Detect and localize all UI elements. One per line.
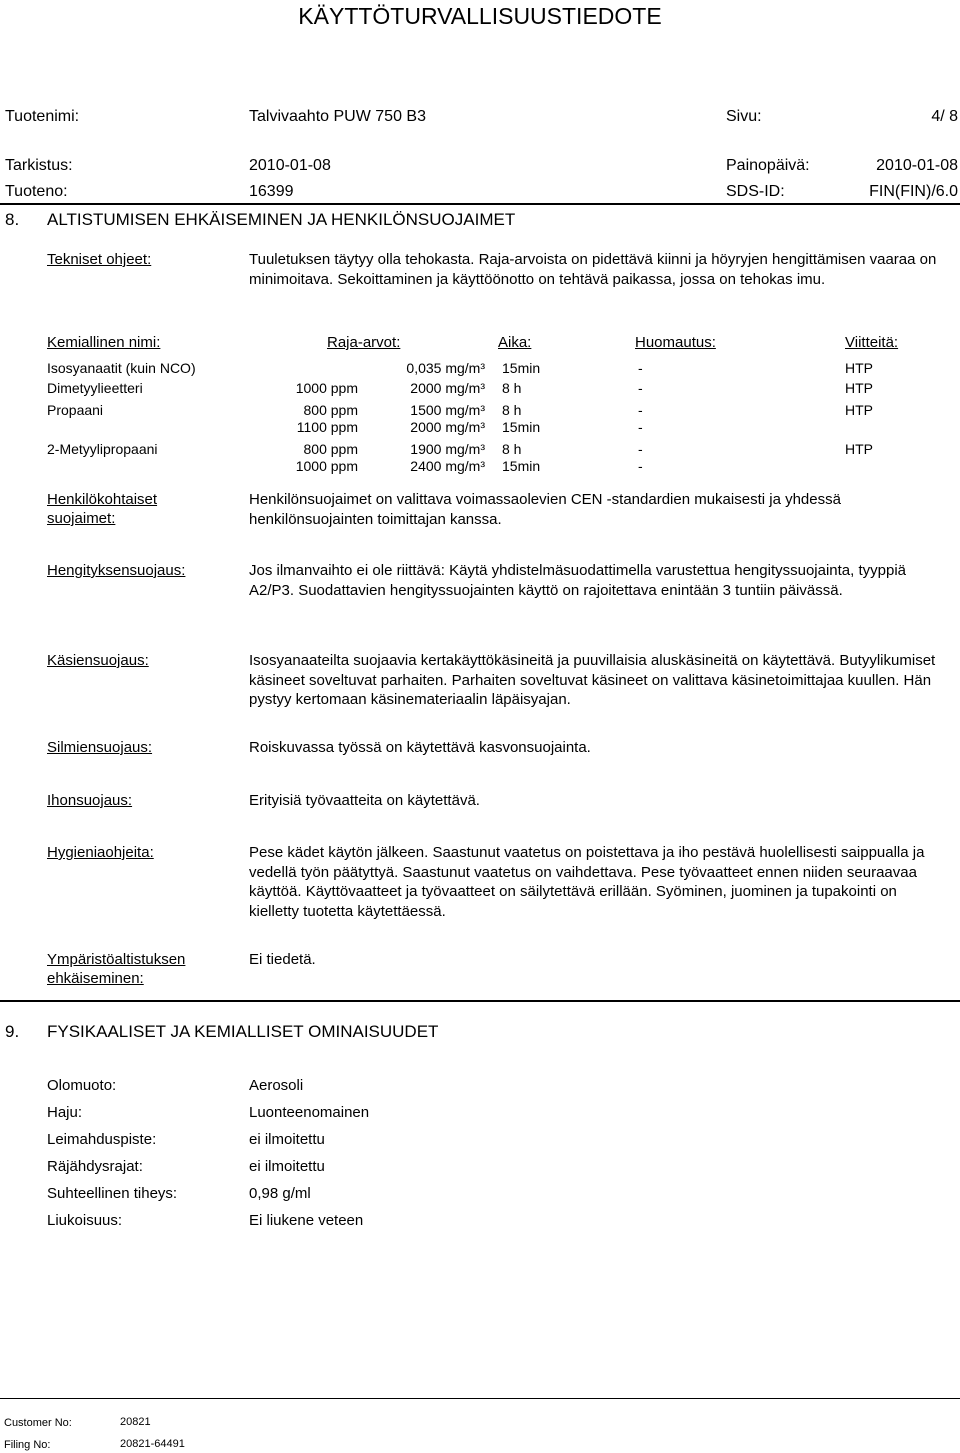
review-label: Tarkistus: xyxy=(5,157,73,174)
technical-text: Tuuletuksen täytyy olla tehokasta. Raja-arvoista on pidettävä kiinni ja höyryjen hengittämisen vaaraa on minimoitava. Sekoittaminen ja käyttöönotto on tehtävä paikassa, jossa on tehokas imu. xyxy=(249,251,937,288)
property-label: Leimahduspiste: xyxy=(47,1131,157,1148)
table-header-time: Aika: xyxy=(498,334,532,351)
section8-number: 8. xyxy=(5,210,20,229)
table-header-chemical: Kemiallinen nimi: xyxy=(47,334,161,351)
property-label: Suhteellinen tiheys: xyxy=(47,1185,178,1202)
env-label-line2: ehkäiseminen: xyxy=(47,970,144,987)
table-cell-note: - xyxy=(638,402,643,418)
filing-no: 20821-64491 xyxy=(120,1438,185,1450)
table-cell-mg: 1900 mg/m³ xyxy=(410,441,485,457)
table-cell-chemical: 2-Metyylipropaani xyxy=(47,441,158,457)
env-text: Ei tiedetä. xyxy=(249,951,316,968)
property-label: Haju: xyxy=(47,1104,83,1121)
product-name-label: Tuotenimi: xyxy=(5,108,80,125)
table-cell-mg: 2000 mg/m³ xyxy=(410,380,485,396)
section-divider xyxy=(0,1000,960,1002)
product-no-label: Tuoteno: xyxy=(5,183,68,200)
property-value: 0,98 g/ml xyxy=(249,1185,311,1202)
table-cell-ppm: 1100 ppm xyxy=(296,419,358,435)
table-cell-ppm: 1000 ppm xyxy=(295,380,358,396)
section9-number: 9. xyxy=(5,1022,20,1041)
print-date: 2010-01-08 xyxy=(876,157,958,174)
table-cell-ref: HTP xyxy=(845,441,873,457)
respiratory-text: Jos ilmanvaihto ei ole riittävä: Käytä yhdistelmäsuodattimella varustettua hengityssuojainta, tyyppiä A2/P3. Suodattavien hengityssuojainten käyttö on rajoitettava enintään 3 tuntiin päivässä. xyxy=(249,562,907,599)
section9-title: FYSIKAALISET JA KEMIALLISET OMINAISUUDET xyxy=(47,1022,439,1041)
document-title: KÄYTTÖTURVALLISUUSTIEDOTE xyxy=(298,3,662,29)
table-cell-chemical: Isosyanaatit (kuin NCO) xyxy=(47,360,196,376)
customer-no: 20821 xyxy=(120,1416,151,1428)
table-cell-ppm: 1000 ppm xyxy=(295,458,358,474)
print-date-label: Painopäivä: xyxy=(726,157,810,174)
table-cell-ppm: 800 ppm xyxy=(303,441,358,457)
property-value: ei ilmoitettu xyxy=(249,1131,325,1148)
table-cell-time: 15min xyxy=(502,419,541,435)
table-cell-ppm: 800 ppm xyxy=(303,402,358,418)
table-cell-mg: 2400 mg/m³ xyxy=(410,458,485,474)
table-cell-chemical: Dimetyylieetteri xyxy=(47,380,143,396)
footer-divider xyxy=(0,1398,960,1399)
table-cell-note: - xyxy=(638,380,643,396)
table-cell-ref: HTP xyxy=(845,360,873,376)
table-cell-time: 8 h xyxy=(502,380,522,396)
customer-no-label: Customer No: xyxy=(4,1417,72,1429)
hand-text: Isosyanaateilta suojaavia kertakäyttökäsineitä ja puuvillaisia aluskäsineitä on käytettävä. Butyylikumiset käsineet soveltuvat parhaiten. Parhaiten soveltuvat käsineet on valittava käsinetoimittajaa kuullen. Hän pystyy kertomaan käsinemateriaalin läpäisyajan. xyxy=(249,652,936,708)
hygiene-label: Hygieniaohjeita: xyxy=(47,844,154,861)
property-value: Ei liukene veteen xyxy=(249,1212,364,1229)
product-no: 16399 xyxy=(249,183,294,200)
table-cell-note: - xyxy=(638,458,643,474)
respiratory-label: Hengityksensuojaus: xyxy=(47,562,186,579)
env-label-line1: Ympäristöaltistuksen xyxy=(47,951,186,968)
ppe-label-line1: Henkilökohtaiset xyxy=(47,491,158,508)
eye-text: Roiskuvassa työssä on käytettävä kasvonsuojainta. xyxy=(249,739,591,756)
filing-no-label: Filing No: xyxy=(4,1439,51,1451)
table-header-note: Huomautus: xyxy=(635,334,716,351)
page-label: Sivu: xyxy=(726,108,762,125)
hygiene-text: Pese kädet käytön jälkeen. Saastunut vaatetus on poistettava ja iho pestävä huolellisesti saippualla ja vedellä työn päätyttyä. Saastunut vaatetus on vaihdettava. Pese työvaatteet ennen niiden seuraavaa käyttöä. Käyttövaatteet ja työvaatteet on säilytettävä erillään. Syöminen, juominen ja tupakointi on kielletty tuotetta käytettäessä. xyxy=(249,844,925,920)
table-header-limits: Raja-arvot: xyxy=(327,334,401,351)
table-cell-time: 15min xyxy=(502,360,541,376)
table-cell-mg: 2000 mg/m³ xyxy=(410,419,485,435)
table-cell-note: - xyxy=(638,441,643,457)
property-value: Aerosoli xyxy=(249,1077,304,1094)
sds-id: FIN(FIN)/6.0 xyxy=(869,183,958,200)
section8-title: ALTISTUMISEN EHKÄISEMINEN JA HENKILÖNSUOJAIMET xyxy=(47,210,516,229)
property-label: Liukoisuus: xyxy=(47,1212,123,1229)
table-header-ref: Viitteitä: xyxy=(845,334,899,351)
table-cell-ref: HTP xyxy=(845,402,873,418)
table-cell-chemical: Propaani xyxy=(47,402,104,418)
skin-label: Ihonsuojaus: xyxy=(47,792,133,809)
technical-label: Tekniset ohjeet: xyxy=(47,251,152,268)
property-value: Luonteenomainen xyxy=(249,1104,370,1121)
page-number: 4/ 8 xyxy=(931,108,958,125)
property-label: Räjähdysrajat: xyxy=(47,1158,143,1175)
eye-label: Silmiensuojaus: xyxy=(47,739,153,756)
table-cell-note: - xyxy=(638,419,643,435)
review-date: 2010-01-08 xyxy=(249,157,331,174)
hand-label: Käsiensuojaus: xyxy=(47,652,149,669)
ppe-text: Henkilönsuojaimet on valittava voimassaolevien CEN -standardien mukaisesti ja yhdessä henkilönsuojainten toimittajan kanssa. xyxy=(249,491,841,528)
table-cell-mg: 1500 mg/m³ xyxy=(410,402,485,418)
skin-text: Erityisiä työvaatteita on käytettävä. xyxy=(249,792,480,809)
ppe-label-line2: suojaimet: xyxy=(47,510,116,527)
property-label: Olomuoto: xyxy=(47,1077,117,1094)
header-divider xyxy=(0,203,960,205)
sds-id-label: SDS-ID: xyxy=(726,183,785,200)
table-cell-time: 8 h xyxy=(502,441,522,457)
table-cell-time: 15min xyxy=(502,458,541,474)
product-name: Talvivaahto PUW 750 B3 xyxy=(249,108,426,125)
table-cell-note: - xyxy=(638,360,643,376)
table-cell-time: 8 h xyxy=(502,402,522,418)
property-value: ei ilmoitettu xyxy=(249,1158,325,1175)
table-cell-mg: 0,035 mg/m³ xyxy=(406,360,485,376)
table-cell-ref: HTP xyxy=(845,380,873,396)
